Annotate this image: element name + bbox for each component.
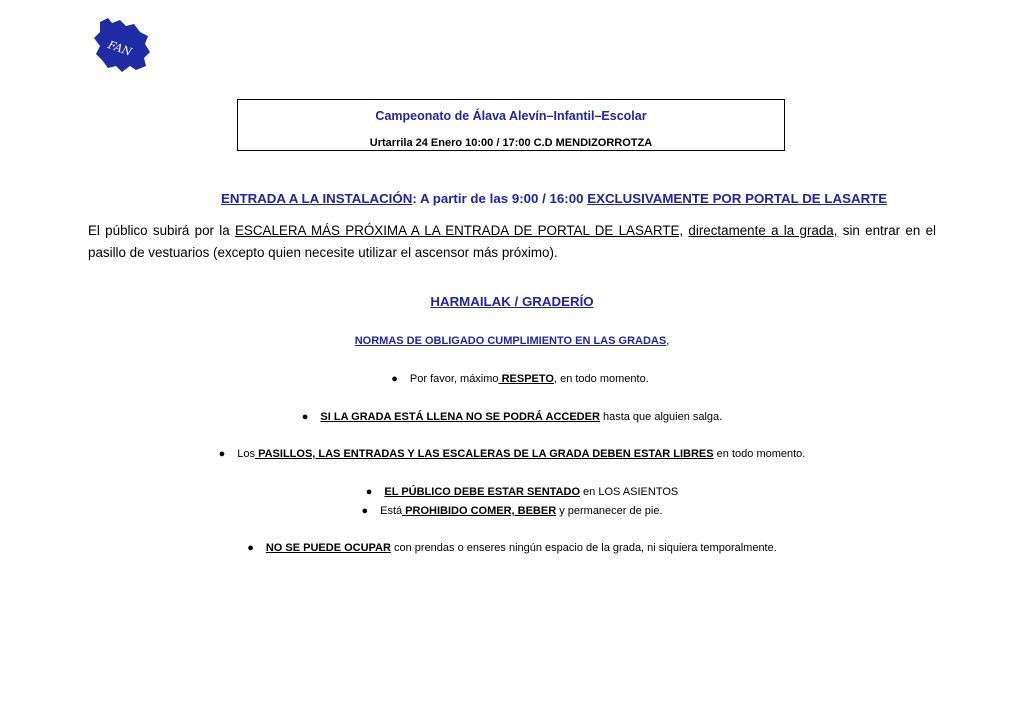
rule-text: Está <box>380 505 403 517</box>
rule-item <box>0 448 1024 460</box>
rule-bold: RESPETO <box>498 373 554 385</box>
rule-text: y permanecer de pie. <box>556 505 663 517</box>
bullet-icon: ● <box>218 448 226 460</box>
rule-text: hasta que alguien salga. <box>599 411 723 423</box>
rule-item <box>0 411 1024 423</box>
rule-item <box>0 542 1024 554</box>
rule-text: con prendas o enseres ningún espacio de la grada, ni siquiera temporalmente. <box>390 542 777 554</box>
event-title-box <box>237 99 785 151</box>
normas-heading <box>0 335 1024 347</box>
entrada-heading <box>221 191 921 206</box>
rule-text: en todo momento. <box>713 448 806 460</box>
rule-text: en LOS ASIENTOS <box>580 486 679 498</box>
rule-text: Los <box>237 448 256 460</box>
fan-logo <box>90 14 154 76</box>
bullet-icon: ● <box>301 411 309 423</box>
rule-bold: EL PÚBLICO DEBE ESTAR SENTADO <box>384 486 580 498</box>
event-subtitle: Urtarrila 24 Enero 10:00 / 17:00 C.D MENDIZORROTZA <box>369 137 653 149</box>
bullet-icon: ● <box>361 505 369 517</box>
public-access-paragraph <box>88 220 936 264</box>
rule-text: Por favor, máximo <box>409 373 499 385</box>
para-part-1: El público subirá por la <box>88 223 235 238</box>
para-grada: directamente a la grada, <box>688 223 838 238</box>
rule-item <box>0 486 1024 498</box>
logo-text: FAN <box>106 38 134 59</box>
bullet-icon: ● <box>365 486 373 498</box>
event-title: Campeonato de Álava Alevín–Infantil–Escolar <box>375 109 647 123</box>
rule-item <box>0 373 1024 385</box>
bullet-icon: ● <box>247 542 254 554</box>
entrada-portal: EXCLUSIVAMENTE POR PORTAL DE LASARTE <box>587 191 888 206</box>
rule-bold: PASILLOS, LAS ENTRADAS Y LAS ESCALERAS DE LA GRADA DEBEN ESTAR LIBRES <box>255 448 714 460</box>
rule-text: , en todo momento. <box>553 373 649 385</box>
bullet-icon: ● <box>391 373 398 385</box>
section-title-text: HARMAILAK / GRADERÍO <box>430 294 594 309</box>
entrada-label: ENTRADA A LA INSTALACIÓN <box>221 191 413 206</box>
normas-suffix: , <box>666 335 670 347</box>
normas-title: NORMAS DE OBLIGADO CUMPLIMIENTO EN LAS GRADAS <box>354 335 667 347</box>
section-title <box>0 294 1024 309</box>
rule-item <box>0 505 1024 517</box>
rule-bold: PROHIBIDO COMER, BEBER <box>402 505 557 517</box>
para-stairs: ESCALERA MÁS PRÓXIMA A LA ENTRADA DE PORTAL DE LASARTE, <box>234 223 684 238</box>
entrada-time: : A partir de las 9:00 / 16:00 <box>412 191 588 206</box>
rule-bold: SI LA GRADA ESTÁ LLENA NO SE PODRÁ ACCEDER <box>320 411 600 423</box>
rule-bold: NO SE PUEDE OCUPAR <box>265 542 391 554</box>
para-part-5: sin entrar en el pasillo de vestuarios (excepto quien necesite utilizar el ascensor más próximo). <box>88 223 936 260</box>
